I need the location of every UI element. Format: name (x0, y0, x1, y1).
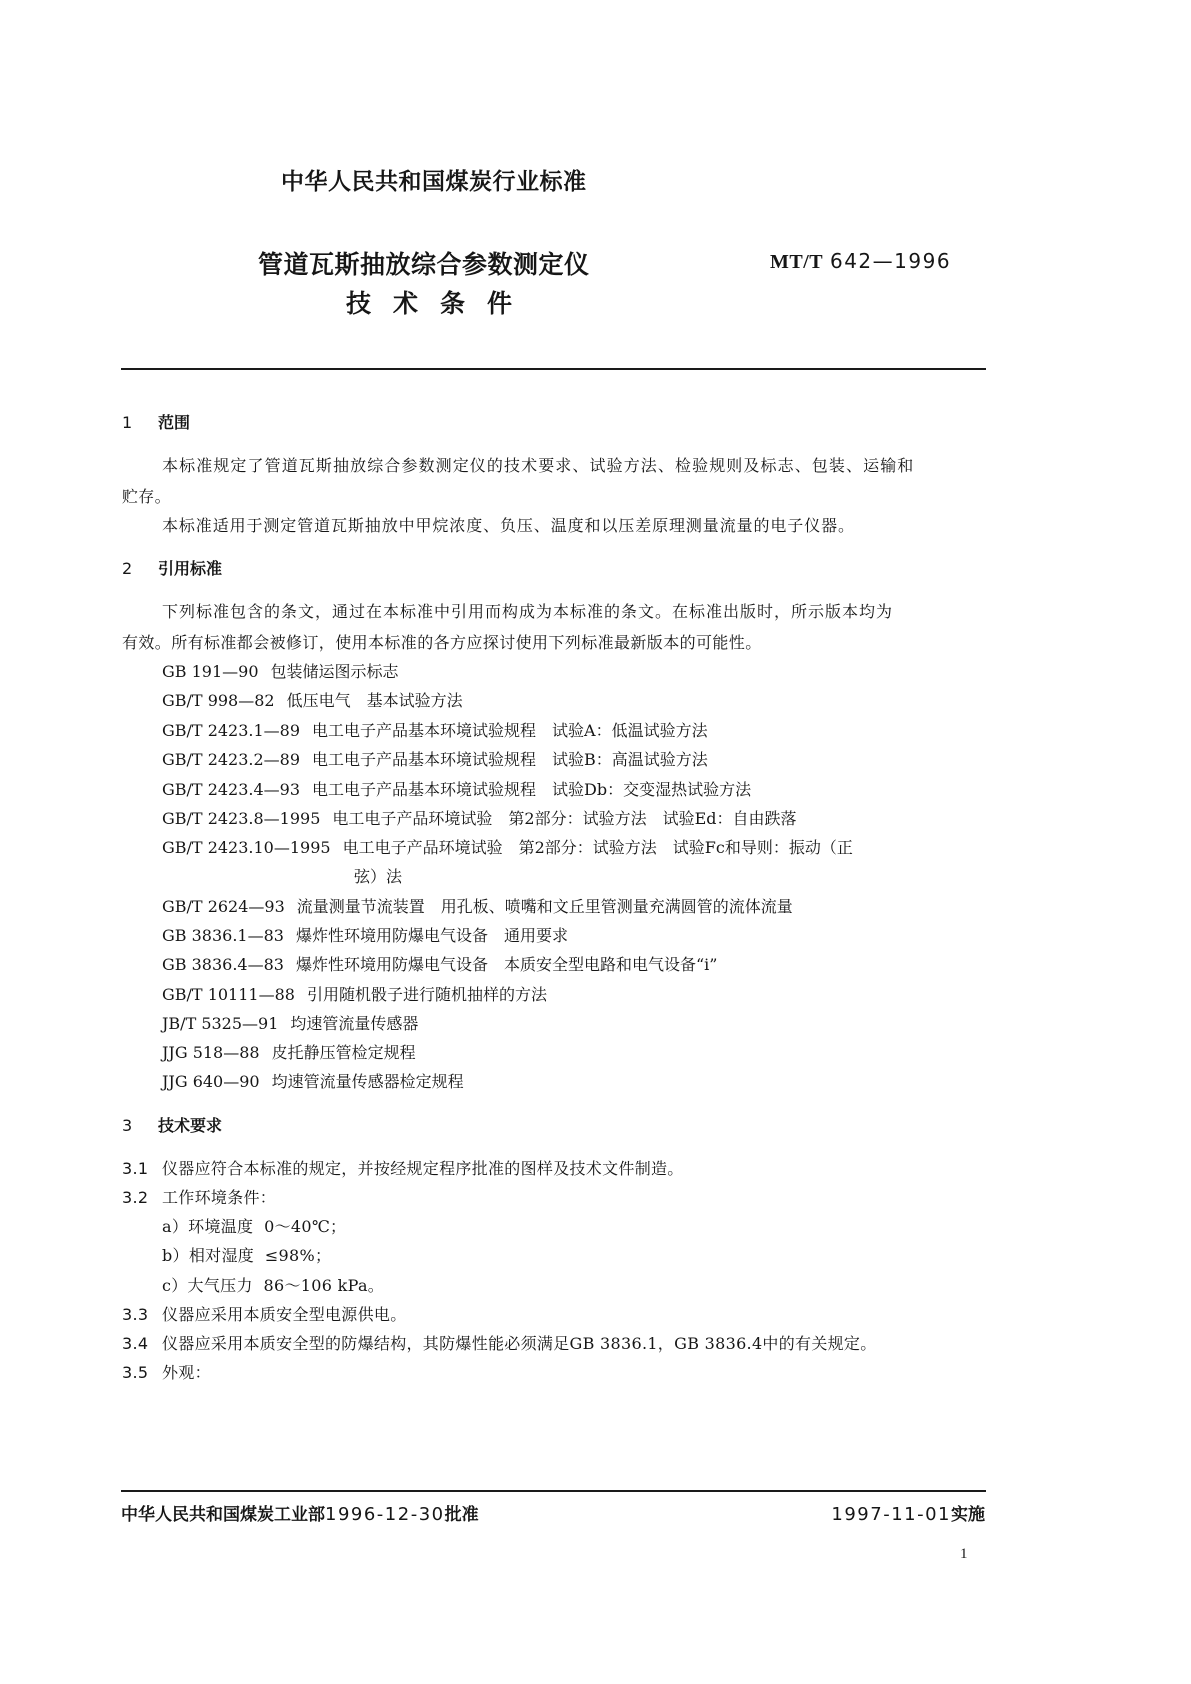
references-intro-line1: 下列标准包含的条文，通过在本标准中引用而构成为本标准的条文。在标准出版时，所示版本均为 (162, 602, 894, 621)
doc-number-value: 642—1996 (829, 249, 952, 273)
condition-label: c）大气压力 (162, 1276, 253, 1295)
reference-code: GB/T 2423.2—89 (162, 750, 301, 769)
reference-title: 低压电气 基本试验方法 (286, 691, 463, 710)
reference-code: GB/T 2423.8—1995 (162, 809, 321, 828)
condition-label: a）环境温度 (162, 1217, 254, 1236)
clause-number: 3.3 (122, 1305, 149, 1324)
page-number: 1 (960, 1546, 968, 1562)
reference-item (162, 718, 708, 741)
approve-date: 1996-12-30 (325, 1504, 445, 1525)
reference-item (162, 1040, 416, 1063)
section-heading-2 (122, 556, 222, 579)
footer-approval (121, 1500, 479, 1525)
section-number: 3 (122, 1116, 133, 1135)
condition-temperature (162, 1214, 346, 1237)
reference-item (162, 835, 853, 858)
section-number: 1 (122, 413, 133, 432)
clause-number: 3.1 (122, 1159, 149, 1178)
paragraph-scope-1-line2: 贮存。 (122, 487, 171, 506)
section-title: 引用标准 (158, 559, 223, 578)
reference-item (162, 777, 751, 800)
condition-pressure (162, 1273, 384, 1296)
reference-title: 爆炸性环境用防爆电气设备 通用要求 (295, 926, 568, 945)
doc-number (770, 249, 951, 274)
section-heading-1 (122, 410, 190, 433)
reference-title: 包装储运图示标志 (270, 662, 399, 681)
reference-title: 电工电子产品基本环境试验规程 试验B：高温试验方法 (312, 750, 708, 769)
reference-title: 流量测量节流装置 用孔板、喷嘴和文丘里管测量充满圆管的流体流量 (296, 897, 793, 916)
reference-item (162, 1069, 464, 1092)
clause-text: 外观： (162, 1363, 211, 1382)
clause-number: 3.2 (122, 1188, 149, 1207)
clause-text: 仪器应采用本质安全型电源供电。 (162, 1305, 407, 1324)
reference-title: 电工电子产品基本环境试验规程 试验A：低温试验方法 (312, 721, 708, 740)
section-title: 范围 (158, 413, 191, 432)
clause-number: 3.4 (122, 1334, 149, 1353)
clause-3-4 (122, 1331, 877, 1354)
reference-code: GB/T 2423.10—1995 (162, 838, 331, 857)
clause-number: 3.5 (122, 1363, 149, 1382)
reference-item (162, 659, 399, 682)
reference-item (162, 982, 547, 1005)
reference-code: GB/T 2423.4—93 (162, 780, 301, 799)
approve-label: 批准 (444, 1505, 479, 1525)
reference-title: 引用随机骰子进行随机抽样的方法 (306, 985, 547, 1004)
condition-value: 86～106 kPa。 (263, 1276, 385, 1295)
paragraph-scope-1-line1: 本标准规定了管道瓦斯抽放综合参数测定仪的技术要求、试验方法、检验规则及标志、包装、运输和 (162, 456, 915, 475)
section-number: 2 (122, 559, 133, 578)
condition-value: ≤98%； (264, 1246, 332, 1265)
reference-code: GB 3836.1—83 (162, 926, 284, 945)
clause-text: 仪器应符合本标准的规定，并按经规定程序批准的图样及技术文件制造。 (162, 1159, 684, 1178)
clause-3-1 (122, 1156, 684, 1179)
reference-title: 电工电子产品环境试验 第2部分：试验方法 试验Ed：自由跌落 (332, 809, 797, 828)
reference-item (162, 806, 797, 829)
effective-date: 1997-11-01 (831, 1504, 951, 1525)
reference-title: 均速管流量传感器 (290, 1014, 419, 1033)
clause-3-5 (122, 1360, 211, 1383)
reference-item (162, 952, 717, 975)
reference-item (162, 923, 568, 946)
reference-title-continuation: 弦）法 (354, 867, 403, 886)
section-heading-3 (122, 1113, 222, 1136)
clause-text: 仪器应采用本质安全型的防爆结构，其防爆性能必须满足GB 3836.1，GB 3836.4中的有关规定。 (162, 1334, 877, 1353)
clause-3-2 (122, 1185, 276, 1208)
section-title: 技术要求 (158, 1116, 223, 1135)
doc-subtitle: 技术条件 (346, 289, 535, 318)
reference-code: JB/T 5325—91 (162, 1014, 279, 1033)
reference-title: 电工电子产品基本环境试验规程 试验Db：交变湿热试验方法 (312, 780, 752, 799)
org-title: 中华人民共和国煤炭行业标准 (281, 169, 587, 195)
doc-number-prefix: MT/T (770, 251, 824, 273)
reference-code: GB 191—90 (162, 662, 259, 681)
reference-code: JJG 518—88 (162, 1043, 260, 1062)
reference-code: JJG 640—90 (162, 1072, 260, 1091)
condition-label: b）相对湿度 (162, 1246, 255, 1265)
reference-title: 爆炸性环境用防爆电气设备 本质安全型电路和电气设备“i” (295, 955, 718, 974)
paragraph-scope-2: 本标准适用于测定管道瓦斯抽放中甲烷浓度、负压、温度和以压差原理测量流量的电子仪器。 (162, 516, 855, 535)
reference-title: 电工电子产品环境试验 第2部分：试验方法 试验Fc和导则：振动（正 (342, 838, 853, 857)
reference-title: 均速管流量传感器检定规程 (271, 1072, 464, 1091)
reference-item (162, 747, 708, 770)
footer-divider (121, 1490, 986, 1492)
issuer: 中华人民共和国煤炭工业部 (121, 1505, 325, 1525)
condition-humidity (162, 1243, 331, 1266)
clause-text: 工作环境条件： (162, 1188, 277, 1207)
effective-label: 实施 (951, 1505, 985, 1525)
header-divider (121, 368, 986, 370)
references-intro-line2: 有效。所有标准都会被修订，使用本标准的各方应探讨使用下列标准最新版本的可能性。 (122, 633, 762, 652)
reference-item (162, 1011, 418, 1034)
reference-code: GB/T 998—82 (162, 691, 275, 710)
doc-title: 管道瓦斯抽放综合参数测定仪 (258, 250, 590, 279)
reference-code: GB/T 2624—93 (162, 897, 285, 916)
reference-code: GB/T 10111—88 (162, 985, 295, 1004)
reference-title: 皮托静压管检定规程 (271, 1043, 416, 1062)
reference-code: GB 3836.4—83 (162, 955, 284, 974)
condition-value: 0～40℃； (264, 1217, 347, 1236)
reference-code: GB/T 2423.1—89 (162, 721, 301, 740)
clause-3-3 (122, 1302, 407, 1325)
reference-item (162, 894, 793, 917)
reference-item (162, 688, 463, 711)
footer-effective (831, 1500, 985, 1525)
